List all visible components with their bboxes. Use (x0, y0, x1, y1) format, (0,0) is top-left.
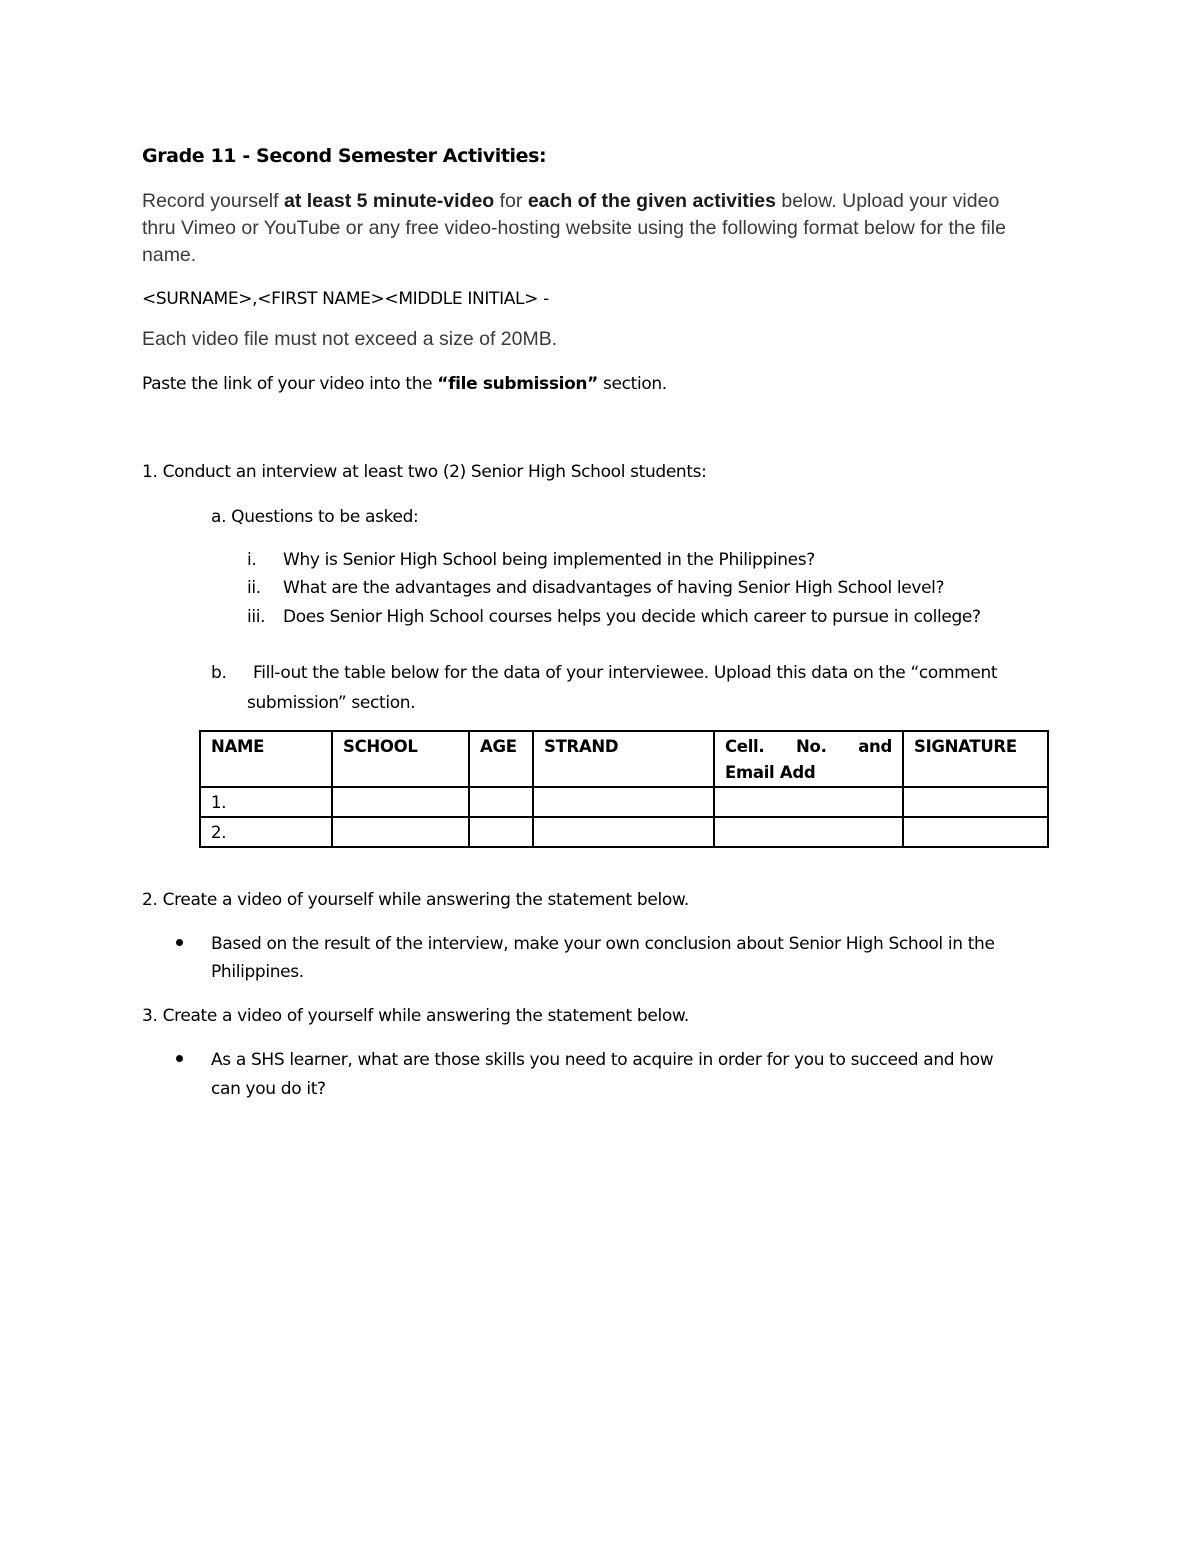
table-header-name: NAME (200, 731, 332, 787)
intro-line-3: name. (142, 244, 197, 266)
intro-text: below. Upload your video (775, 190, 1000, 212)
bullet-icon (176, 1055, 183, 1062)
activity-1-sub-a: a. Questions to be asked: (211, 507, 419, 527)
table-row (200, 817, 1048, 847)
intro-text: for (494, 190, 528, 212)
paste-text: section. (597, 374, 667, 394)
row-number: 1. (200, 787, 332, 817)
question-number: ii. (247, 578, 261, 598)
table-row (200, 787, 1048, 817)
intro-text: Record yourself (142, 190, 284, 212)
row-number: 2. (200, 817, 332, 847)
activity-2-bullet-line-2: Philippines. (211, 962, 304, 982)
table-header-contact (714, 731, 903, 787)
table-cell[interactable] (332, 787, 469, 817)
paste-instruction (142, 374, 667, 394)
question-number: iii. (247, 607, 266, 627)
contact-header-word: Cell. (725, 737, 765, 756)
table-cell[interactable] (903, 817, 1048, 847)
table-header-age: AGE (469, 731, 533, 787)
interviewee-table (199, 730, 1049, 848)
table-cell[interactable] (469, 817, 533, 847)
table-cell[interactable] (714, 787, 903, 817)
table-cell[interactable] (714, 817, 903, 847)
activity-1-sub-b-label: b. (211, 663, 227, 683)
table-cell[interactable] (903, 787, 1048, 817)
activity-1-heading: 1. Conduct an interview at least two (2) Senior High School students: (142, 462, 707, 482)
activity-2-bullet-line-1: Based on the result of the interview, make your own conclusion about Senior High School in the (211, 934, 995, 954)
table-header-row (200, 731, 1048, 787)
activity-1-sub-b-line-2: submission” section. (247, 693, 416, 713)
activity-3-bullet-line-2: can you do it? (211, 1079, 326, 1099)
question-text: What are the advantages and disadvantages of having Senior High School level? (283, 578, 945, 598)
intro-bold-duration: at least 5 minute-video (283, 190, 495, 212)
contact-header-line-2: Email Add (725, 763, 816, 782)
question-number: i. (247, 550, 257, 570)
contact-header-word: and (858, 737, 892, 756)
question-text: Does Senior High School courses helps you decide which career to pursue in college? (283, 607, 981, 627)
size-note: Each video file must not exceed a size of 20MB. (142, 328, 558, 350)
activity-3-heading: 3. Create a video of yourself while answering the statement below. (142, 1006, 689, 1026)
page-title: Grade 11 - Second Semester Activities: (142, 145, 547, 167)
filename-format: <SURNAME>,<FIRST NAME><MIDDLE INITIAL> - (142, 289, 549, 309)
table-cell[interactable] (533, 817, 714, 847)
contact-header-line-1 (725, 734, 892, 760)
activity-2-heading: 2. Create a video of yourself while answering the statement below. (142, 890, 689, 910)
intro-line-1 (142, 190, 999, 213)
table-header-school: SCHOOL (332, 731, 469, 787)
table-header-signature: SIGNATURE (903, 731, 1048, 787)
table-cell[interactable] (533, 787, 714, 817)
table-cell[interactable] (332, 817, 469, 847)
table-cell[interactable] (469, 787, 533, 817)
intro-line-2: thru Vimeo or YouTube or any free video-hosting website using the following format below for the file (142, 217, 1006, 239)
question-text: Why is Senior High School being implemented in the Philippines? (283, 550, 815, 570)
activity-3-bullet-line-1: As a SHS learner, what are those skills you need to acquire in order for you to succeed and how (211, 1050, 994, 1070)
contact-header-word: No. (796, 737, 827, 756)
table-header-strand: STRAND (533, 731, 714, 787)
intro-bold-activities: each of the given activities (527, 190, 776, 212)
activity-1-sub-b-line-1: Fill-out the table below for the data of your interviewee. Upload this data on the “comment (253, 663, 998, 683)
bullet-icon (176, 939, 183, 946)
paste-text: Paste the link of your video into the (142, 374, 438, 394)
paste-bold-file-submission: “file submission” (437, 374, 598, 394)
